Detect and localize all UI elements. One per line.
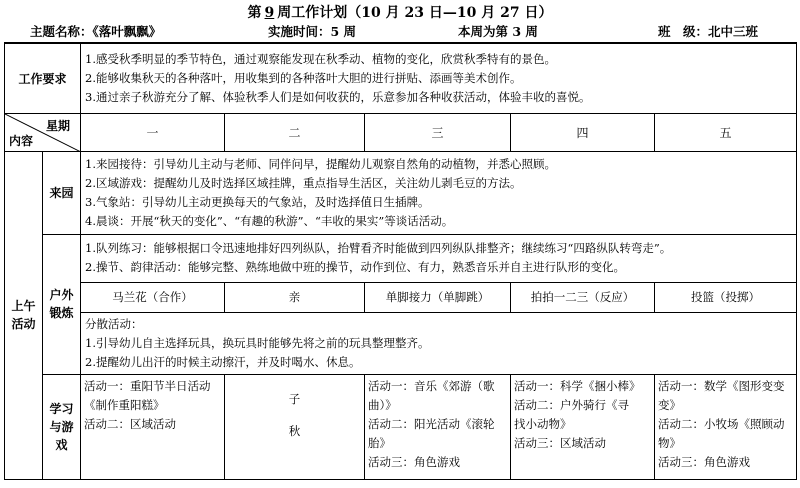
- learning-wednesday-line: 活动一：音乐《郊游（歌: [368, 378, 495, 393]
- free-play-content: [81, 312, 797, 374]
- learning-label-line3: 戏: [55, 437, 68, 452]
- arrival-item: 3.气象站：引导幼儿主动更换每天的气象站，及时选择值日生插牌。: [85, 194, 430, 209]
- learning-label-line1: 学习: [49, 401, 74, 416]
- corner-content-label: 内容: [9, 133, 34, 148]
- implementation-time: 实施时间：5 周: [268, 24, 357, 39]
- title-suffix: 周工作计划（10 月 23 日—10 月 27 日）: [277, 5, 553, 21]
- weekday-thursday: 四: [511, 113, 655, 151]
- free-play-item: 2.提醒幼儿出汗的时候主动擦汗，并及时喝水、休息。: [85, 354, 361, 369]
- learning-label-line2: 与游: [49, 419, 74, 434]
- learning-wednesday-line: 曲）》: [368, 397, 397, 412]
- learning-play-label: [43, 374, 81, 479]
- learning-thursday-line: 活动一：科学《捆小棒》: [514, 378, 641, 393]
- outdoor-friday: 投篮（投掷）: [655, 282, 797, 312]
- arrival-item: 2.区域游戏：提醒幼儿及时选择区域挂牌，重点指导生活区，关注幼儿剥毛豆的方法。: [85, 175, 522, 190]
- plan-table: [4, 42, 797, 480]
- learning-wednesday-line: 胎》: [368, 435, 392, 450]
- outdoor-exercise-label: [43, 234, 81, 374]
- learning-thursday-line: 活动三：区域活动: [514, 435, 607, 450]
- class-name: 班 级：北中三班: [658, 24, 759, 39]
- arrival-label: 来园: [43, 151, 81, 234]
- work-requirements-content: [81, 43, 797, 113]
- learning-monday-line: 活动一：重阳节半日活动: [84, 378, 211, 393]
- outdoor-item: 2.操节、韵律活动：能够完整、熟练地做中班的操节，动作到位、有力，熟悉音乐并自主进行队形的变化。: [85, 260, 625, 274]
- corner-weekday-label: 星期: [46, 118, 71, 133]
- arrival-row: [5, 151, 797, 234]
- outdoor-label-line1: 户外: [49, 288, 74, 302]
- learning-thursday-line: 活动二：户外骑行《寻: [514, 397, 630, 412]
- learning-monday-line: 《制作重阳糕》: [84, 397, 165, 412]
- outdoor-monday: 马兰花（合作）: [81, 282, 225, 312]
- arrival-item: 1.来园接待：引导幼儿主动与老师、同伴问早，提醒幼儿观察自然角的动植物，并悉心照顾。: [85, 156, 556, 171]
- theme-name: 主题名称：《落叶飘飘》: [30, 24, 162, 39]
- morning-activities-text: 上午活动: [11, 299, 36, 331]
- learning-tuesday: [225, 374, 365, 479]
- learning-friday-line: 活动三：角色游戏: [658, 454, 751, 469]
- outdoor-wednesday: 单脚接力（单脚跳）: [365, 282, 511, 312]
- free-play-item: 1.引导幼儿自主选择玩具，换玩具时能够先将之前的玩具整理整齐。: [85, 335, 430, 350]
- outdoor-daily-row: [5, 282, 797, 312]
- learning-friday-line: 物》: [658, 435, 682, 450]
- weekday-header-row: [5, 113, 797, 151]
- morning-activities-label: [5, 151, 43, 479]
- learning-thursday: [511, 374, 655, 479]
- weekday-friday: 五: [655, 113, 797, 151]
- work-requirement-item: 2.能够收集秋天的各种落叶，用收集到的各种落叶大胆的进行拼贴、添画等美术创作。: [85, 70, 522, 85]
- learning-tuesday-line: 子: [288, 391, 301, 406]
- weekday-tuesday: 二: [225, 113, 365, 151]
- current-week: 本周为第 3 周: [458, 24, 538, 39]
- weekday-monday: 一: [81, 113, 225, 151]
- learning-thursday-line: 找小动物》: [514, 416, 572, 431]
- work-requirement-item: 1.感受秋季明显的季节特色，通过观察能发现在秋季动、植物的变化，欣赏秋季特有的景色。: [85, 51, 556, 66]
- free-play-item: 分散活动：: [85, 316, 143, 331]
- week-number: 9: [264, 5, 275, 21]
- learning-friday-line: 变》: [658, 397, 682, 412]
- outdoor-label-line2: 锻炼: [49, 306, 74, 320]
- learning-monday-line: 活动二：区域活动: [84, 416, 177, 431]
- learning-play-row: [5, 374, 797, 479]
- work-requirements-row: [5, 43, 797, 113]
- outdoor-goals-row: [5, 234, 797, 282]
- learning-tuesday-line: 秋: [288, 423, 301, 438]
- title-prefix: 第: [247, 5, 262, 21]
- arrival-item: 4.晨谈：开展“秋天的变化”、“有趣的秋游”、“丰收的果实”等谈话活动。: [85, 213, 454, 228]
- arrival-content: [81, 151, 797, 234]
- learning-wednesday: [365, 374, 511, 479]
- page-title: [0, 2, 800, 22]
- outdoor-tuesday: 亲: [225, 282, 365, 312]
- work-requirements-label: 工作要求: [5, 43, 81, 113]
- weekday-wednesday: 三: [365, 113, 511, 151]
- outdoor-thursday: 拍拍一二三（反应）: [511, 282, 655, 312]
- outdoor-item: 1.队列练习：能够根据口令迅速地排好四列纵队，抬臂看齐时能做到四列纵队排整齐；继续练习“四路纵队转弯走”。: [85, 241, 672, 255]
- learning-friday-line: 活动二：小牧场《照顾动: [658, 416, 785, 431]
- learning-wednesday-line: 活动三：角色游戏: [368, 454, 461, 469]
- corner-header-cell: [5, 113, 81, 151]
- learning-wednesday-line: 活动二：阳光活动《滚轮: [368, 416, 495, 431]
- learning-friday-line: 活动一：数学《图形变变: [658, 378, 785, 393]
- outdoor-free-play-row: [5, 312, 797, 374]
- learning-friday: [655, 374, 797, 479]
- work-requirement-item: 3.通过亲子秋游充分了解、体验秋季人们是如何收获的，乐意参加各种收获活动，体验丰收的喜悦。: [85, 89, 591, 104]
- learning-monday: [81, 374, 225, 479]
- outdoor-goals-content: [81, 234, 797, 282]
